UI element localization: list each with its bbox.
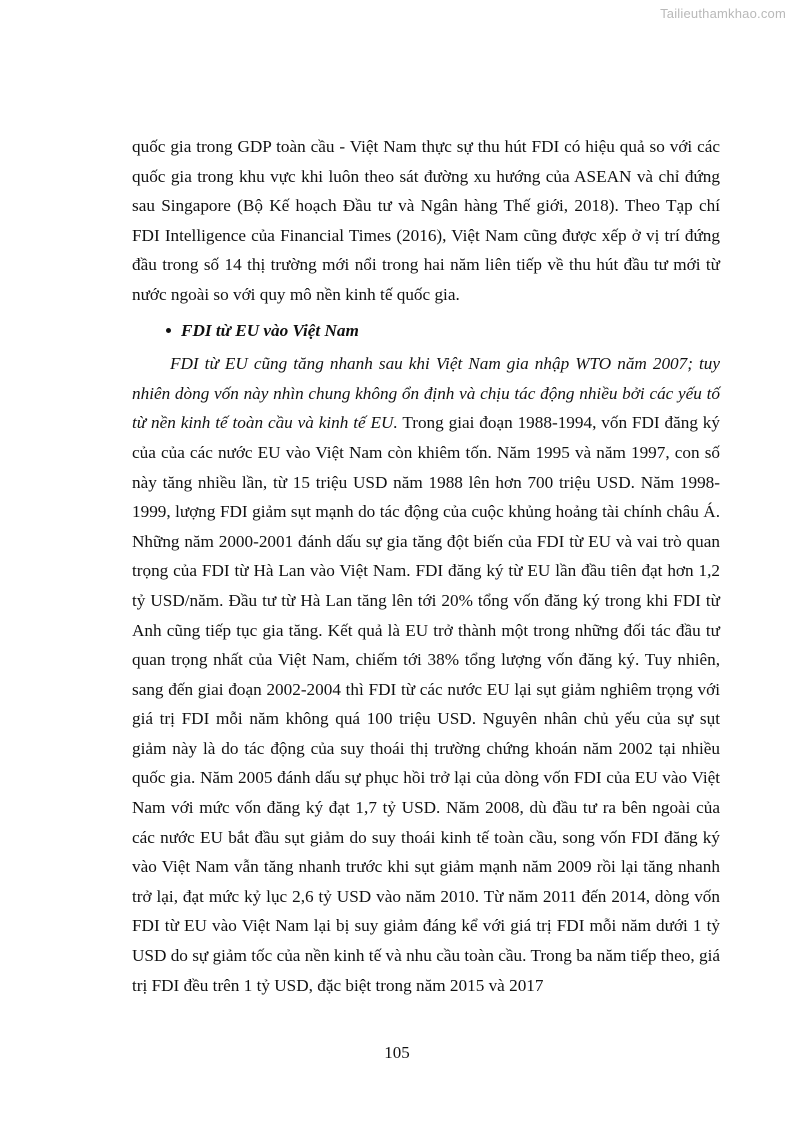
section-heading [132,316,720,346]
bullet-icon [166,328,171,333]
watermark: Tailieuthamkhao.com [660,6,786,21]
section-heading-text: FDI từ EU vào Việt Nam [181,320,359,340]
page-number: 105 [384,1043,410,1062]
paragraph-lead-italic: FDI từ EU cũng tăng nhanh sau khi Việt Nam gia nhập WTO năm 2007; tuy nhiên dòng vốn này nhìn chung không ổn định và chịu tác động nhiều bởi các yếu tố từ nền kinh tế toàn cầu và kinh tế EU. [132,354,720,433]
paragraph-body: Trong giai đoạn 1988-1994, vốn FDI đăng ký của của các nước EU vào Việt Nam còn khiêm tốn. Năm 1995 và năm 1997, con số này tăng nhiều lần, từ 15 triệu USD năm 1988 lên hơn 700 triệu USD. Năm 1998-1999, lượng FDI giảm sụt mạnh do tác động của cuộc khủng hoảng tài chính châu Á. Những năm 2000-2001 đánh dấu sự gia tăng đột biến của FDI từ EU và vai trò quan trọng của FDI từ Hà Lan vào Việt Nam. FDI đăng ký từ EU lần đầu tiên đạt hơn 1,2 tỷ USD/năm. Đầu tư từ Hà Lan tăng lên tới 20% tổng vốn đăng ký trong khi FDI từ Anh cũng tiếp tục gia tăng. Kết quả là EU trở thành một trong những đối tác đầu tư quan trọng nhất của Việt Nam, chiếm tới 38% tổng lượng vốn đăng ký. Tuy nhiên, sang đến giai đoạn 2002-2004 thì FDI từ các nước EU lại sụt giảm nghiêm trọng với giá trị FDI mỗi năm không quá 100 triệu USD. Nguyên nhân chủ yếu của sự sụt giảm này là do tác động của suy thoái thị trường chứng khoán năm 2002 tại nhiều quốc gia. Năm 2005 đánh dấu sự phục hồi trở lại của dòng vốn FDI của EU vào Việt Nam với mức vốn đăng ký đạt 1,7 tỷ USD. Năm 2008, dù đầu tư ra bên ngoài của các nước EU bắt đầu sụt giảm do suy thoái kinh tế toàn cầu, song vốn FDI đăng ký vào Việt Nam vẫn tăng nhanh trước khi sụt giảm mạnh năm 2009 rồi lại tăng nhanh trở lại, đạt mức kỷ lục 2,6 tỷ USD vào năm 2010. Từ năm 2011 đến 2014, dòng vốn FDI từ EU vào Việt Nam lại bị suy giảm đáng kể với giá trị FDI mỗi năm dưới 1 tỷ USD do sự giảm tốc của nền kinh tế và nhu cầu toàn cầu. Trong ba năm tiếp theo, giá trị FDI đều trên 1 tỷ USD, đặc biệt trong năm 2015 và 2017 [132,413,720,995]
paragraph-fdi-eu [132,349,720,1000]
paragraph-continued: quốc gia trong GDP toàn cầu - Việt Nam thực sự thu hút FDI có hiệu quả so với các quốc gia trong khu vực khi luôn theo sát đường xu hướng của ASEAN và chỉ đứng sau Singapore (Bộ Kế hoạch Đầu tư và Ngân hàng Thế giới, 2018). Theo Tạp chí FDI Intelligence của Financial Times (2016), Việt Nam cũng được xếp ở vị trí đứng đầu trong số 14 thị trường mới nổi trong hai năm liên tiếp về thu hút đầu tư mới từ nước ngoài so với quy mô nền kinh tế quốc gia. [132,137,720,304]
page-content [132,132,720,1000]
